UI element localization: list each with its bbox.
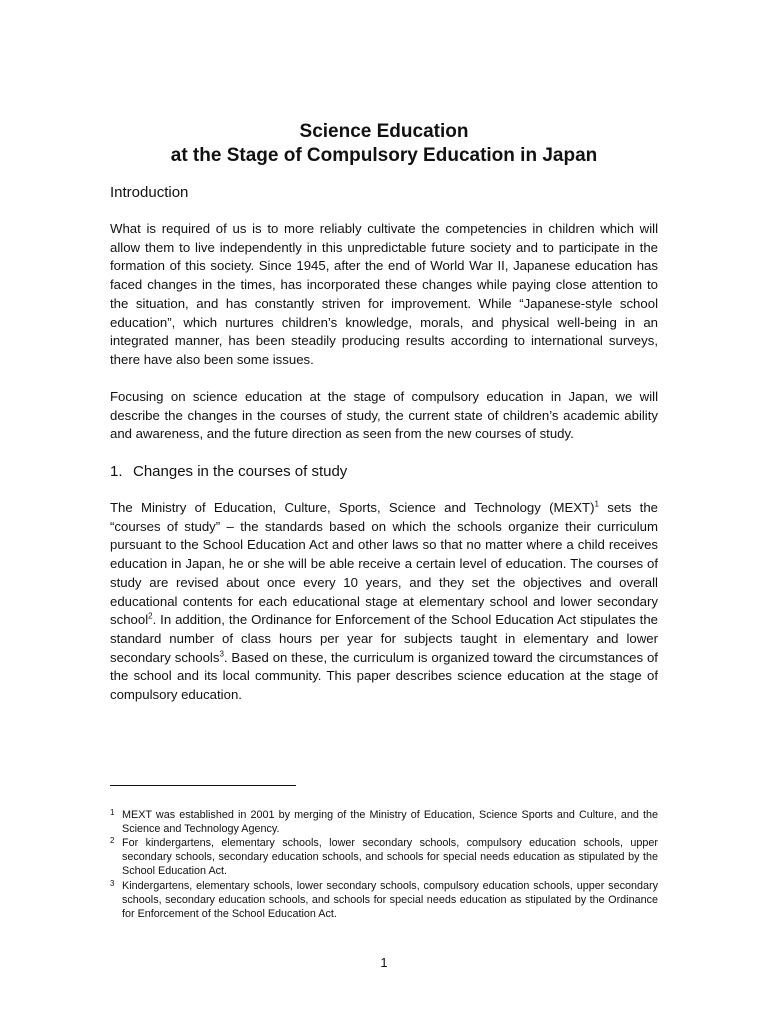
- footnote-separator: [110, 785, 296, 786]
- footnote-1: [110, 808, 658, 836]
- page-number: 1: [380, 955, 388, 970]
- section-1-heading: [110, 462, 347, 482]
- footnote-2-mark: 2: [110, 836, 115, 845]
- introduction-heading: Introduction: [110, 184, 189, 201]
- section-1-paragraph: [110, 499, 658, 705]
- footnote-ref-2[interactable]: 2: [148, 611, 153, 621]
- footnote-ref-3[interactable]: 3: [219, 649, 224, 659]
- section-1-number: 1.: [110, 463, 123, 480]
- section-1-text-4: . Based on these, the curriculum is organized toward the circumstances of the school and its local community. This paper describes science education at the stage of compulsory education.: [110, 649, 658, 703]
- section-1-text-2: sets the “courses of study” – the standards based on which the schools organize their curriculum pursuant to the School Education Act and other laws so that no matter where a child receives education in Japan, he or she will be able receive a certain level of education. The courses of study are revised about once every 10 years, and they set the objectives and overall educational contents for each educational stage at elementary school and lower secondary school: [110, 500, 658, 628]
- footnote-1-mark: 1: [110, 808, 115, 817]
- section-1-title: Changes in the courses of study: [133, 463, 348, 480]
- footnote-1-text: MEXT was established in 2001 by merging of the Ministry of Education, Science Sports and Culture, and the Science and Technology Agency.: [122, 809, 658, 836]
- introduction-paragraph-2: Focusing on science education at the stage of compulsory education in Japan, we will describe the changes in the courses of study, the current state of children’s academic ability and awareness, and the future direction as seen from the new courses of study.: [110, 389, 658, 442]
- section-1-text-3: . In addition, the Ordinance for Enforcement of the School Education Act stipulates the standard number of class hours per year for subjects taught in elementary and lower secondary schools: [110, 612, 658, 665]
- title-line-2: at the Stage of Compulsory Education in Japan: [170, 145, 598, 166]
- footnote-2: [110, 836, 658, 879]
- section-1-text-1: The Ministry of Education, Culture, Sports, Science and Technology (MEXT): [110, 500, 595, 515]
- footnote-3-mark: 3: [110, 879, 115, 888]
- document-title: [110, 120, 658, 168]
- footnote-3-text: Kindergartens, elementary schools, lower secondary schools, compulsory education schools, upper secondary schools, secondary education schools, and schools for special needs education as stipulated by the Ordinance for Enforcement of the School Education Act.: [122, 880, 658, 921]
- footnote-2-text: For kindergartens, elementary schools, lower secondary schools, compulsory education schools, upper secondary schools, secondary education schools, and schools for special needs education as stipulated by the School Education Act.: [122, 837, 658, 878]
- title-line-1: Science Education: [299, 121, 469, 142]
- introduction-paragraph-1: What is required of us is to more reliably cultivate the competencies in children which will allow them to live independently in this unpredictable future society and to participate in the formation of this society. Since 1945, after the end of World War II, Japanese education has faced changes in the times, has incorporated these changes while paying close attention to the situation, and has constantly striven for improvement. While “Japanese-style school education”, which nurtures children’s knowledge, morals, and physical well-being in an integrated manner, has been steadily producing results according to international surveys, there have also been some issues.: [110, 221, 658, 367]
- footnote-ref-1[interactable]: 1: [594, 499, 599, 509]
- footnote-3: [110, 879, 658, 922]
